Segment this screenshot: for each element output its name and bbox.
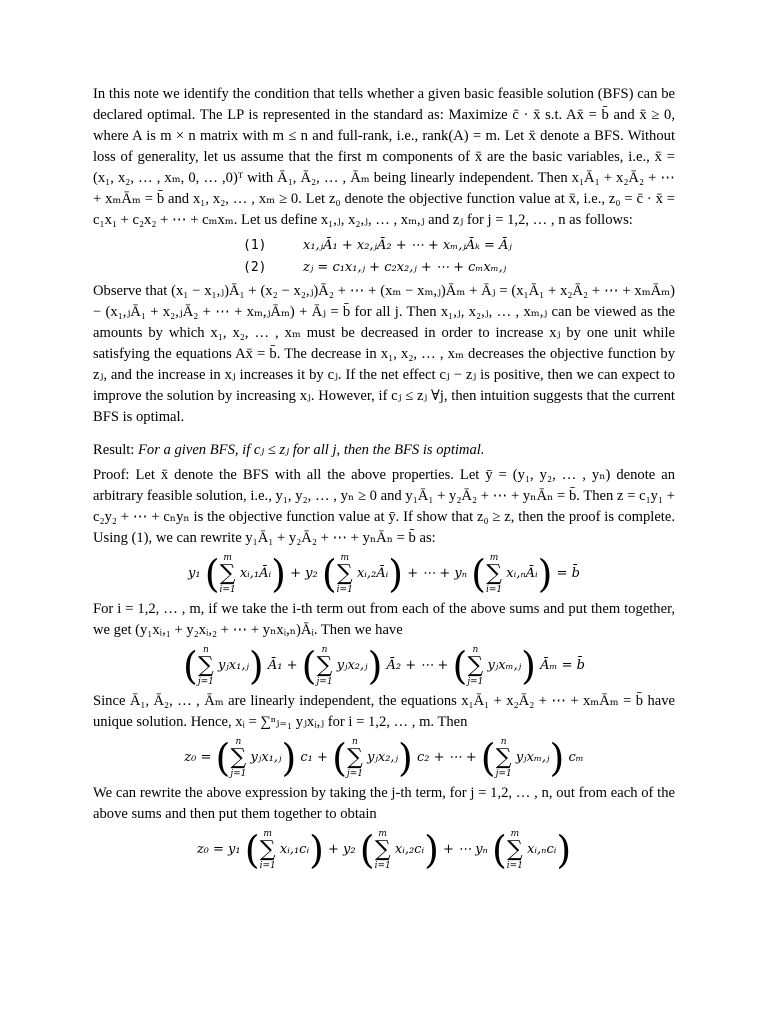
result-label: Result:	[93, 442, 138, 458]
proof-paragraph: Proof: Let x̄ denote the BFS with all the above properties. Let ȳ = (y₁, y₂, … , yₙ) denote an arbitrary feasible solution, i.e., y₁, y₂, … , yₙ ≥ 0 and y₁Ā₁ + y₂Ā₂ + ⋯ + yₙĀₙ = b̄. Then z = c₁y₁ + c₂y₂ + ⋯ + cₙyₙ is the objective function value at ȳ. If show that z₀ ≥ z, then the proof is complete. Using (1), we can rewrite y₁Ā₁ + y₂Ā₂ + ⋯ + yₙĀₙ = b̄ as:	[93, 467, 675, 546]
intro-paragraph: In this note we identify the condition that tells whether a given basic feasible solution (BFS) can be declared optimal. The LP is represented in the standard as: Maximize c̄ · x̄ s.t. Ax̄ = b̄ and x̄ ≥ 0, where A is m × n matrix with m ≤ n and full-rank, i.e., rank(A) = m. Let x̄ denote a BFS. Without loss of generality, let us assume that the first m components of x̄ are the basic variables, i.e., x̄ = (x₁, x₂, … , xₘ, 0, … ,0)ᵀ with Ā₁, Ā₂, … , Āₘ being linearly independent. Then x₁Ā₁ + x₂Ā₂ + ⋯ + xₘĀₘ = b̄ and x₁, x₂, … , xₘ ≥ 0. Let z₀ denote the objective function value at x̄, i.e., z₀ = c̄ · x̄ = c₁x₁ + c₂x₂ + ⋯ + cₘxₘ. Let us define x₁,ⱼ, x₂,ⱼ, … , xₘ,ⱼ and zⱼ for j = 1,2, … , n as follows:	[93, 86, 675, 228]
definition-row-1	[93, 235, 675, 257]
equation-text: x₁,ⱼĀ₁ + x₂,ⱼĀ₂ + ⋯ + xₘ,ⱼĀₖ = Āⱼ	[303, 238, 512, 253]
equation-text: zⱼ = c₁x₁,ⱼ + c₂x₂,ⱼ + ⋯ + cₘxₘ,ⱼ	[303, 260, 507, 275]
for-i-paragraph: For i = 1,2, … , m, if we take the i-th term out from each of the above sums and put them together, we get (y₁xᵢ,₁ + y₂xᵢ,₂ + ⋯ + yₙxᵢ,ₙ)Āᵢ. Then we have	[93, 601, 675, 638]
result-paragraph	[93, 440, 675, 461]
display-equation-4: z₀ = y₁ ( m ∑ i=1 xᵢ,₁cᵢ) + y₂ ( m ∑ i=1 xᵢ,₂cᵢ) + ⋯ yₙ ( m ∑ i=1 xᵢ,ₙcᵢ)	[196, 828, 572, 872]
since-paragraph: Since Ā₁, Ā₂, … , Āₘ are linearly independent, the equations x₁Ā₁ + x₂Ā₂ + ⋯ + xₘĀₘ = b̄ have unique solution. Hence, xᵢ = ∑ⁿⱼ₌₁ yⱼxᵢ,ⱼ for i = 1,2, … , m. Then	[93, 693, 675, 730]
rewrite-paragraph: We can rewrite the above expression by taking the j-th term, for j = 1,2, … , n, out from each of the above sums and then put them together to obtain	[93, 785, 675, 822]
definition-row-2	[93, 257, 675, 279]
equation-label: (2)	[243, 260, 267, 275]
document-page	[93, 84, 675, 875]
definition-block	[93, 235, 675, 279]
display-equation-1: y₁ ( m ∑ i=1 xᵢ,₁Āᵢ) + y₂ ( m ∑ i=1 xᵢ,₂Āᵢ) + ⋯ + yₙ ( m ∑ i=1 xᵢ,ₙĀᵢ) = b̄	[188, 552, 580, 596]
result-statement: For a given BFS, if cⱼ ≤ zⱼ for all j, then the BFS is optimal.	[138, 442, 485, 458]
equation-label: (1)	[243, 238, 267, 253]
observe-paragraph: Observe that (x₁ − x₁,ⱼ)Ā₁ + (x₂ − x₂,ⱼ)Ā₂ + ⋯ + (xₘ − xₘ,ⱼ)Āₘ + Āⱼ = (x₁Ā₁ + x₂Ā₂ + ⋯ + xₘĀₘ) − (x₁,ⱼĀ₁ + x₂,ⱼĀ₂ + ⋯ + xₘ,ⱼĀₘ) + Āⱼ = b̄ for all j. Then x₁,ⱼ, x₂,ⱼ, … , xₘ,ⱼ can be viewed as the amounts by which x₁, x₂, … , xₘ must be decreased in order to increase xⱼ by one unit while satisfying the equations Ax̄ = b̄. The decrease in x₁, x₂, … , xₘ decreases the objective function by zⱼ, and the increase in xⱼ increases it by cⱼ. If the net effect cⱼ − zⱼ is positive, then we can expect to improve the solution by increasing xⱼ. However, if cⱼ ≤ zⱼ ∀j, then intuition suggests that the current BFS is optimal.	[93, 283, 675, 425]
display-equation-2: ( n ∑ j=1 yⱼx₁,ⱼ) Ā₁ + ( n ∑ j=1 yⱼx₂,ⱼ) Ā₂ + ⋯ + ( n ∑ j=1 yⱼxₘ,ⱼ) Āₘ = b̄	[183, 644, 585, 688]
display-equation-3: z₀ = ( n ∑ j=1 yⱼx₁,ⱼ) c₁ + ( n ∑ j=1 yⱼx₂,ⱼ) c₂ + ⋯ + ( n ∑ j=1 yⱼxₘ,ⱼ) cₘ	[184, 736, 584, 780]
